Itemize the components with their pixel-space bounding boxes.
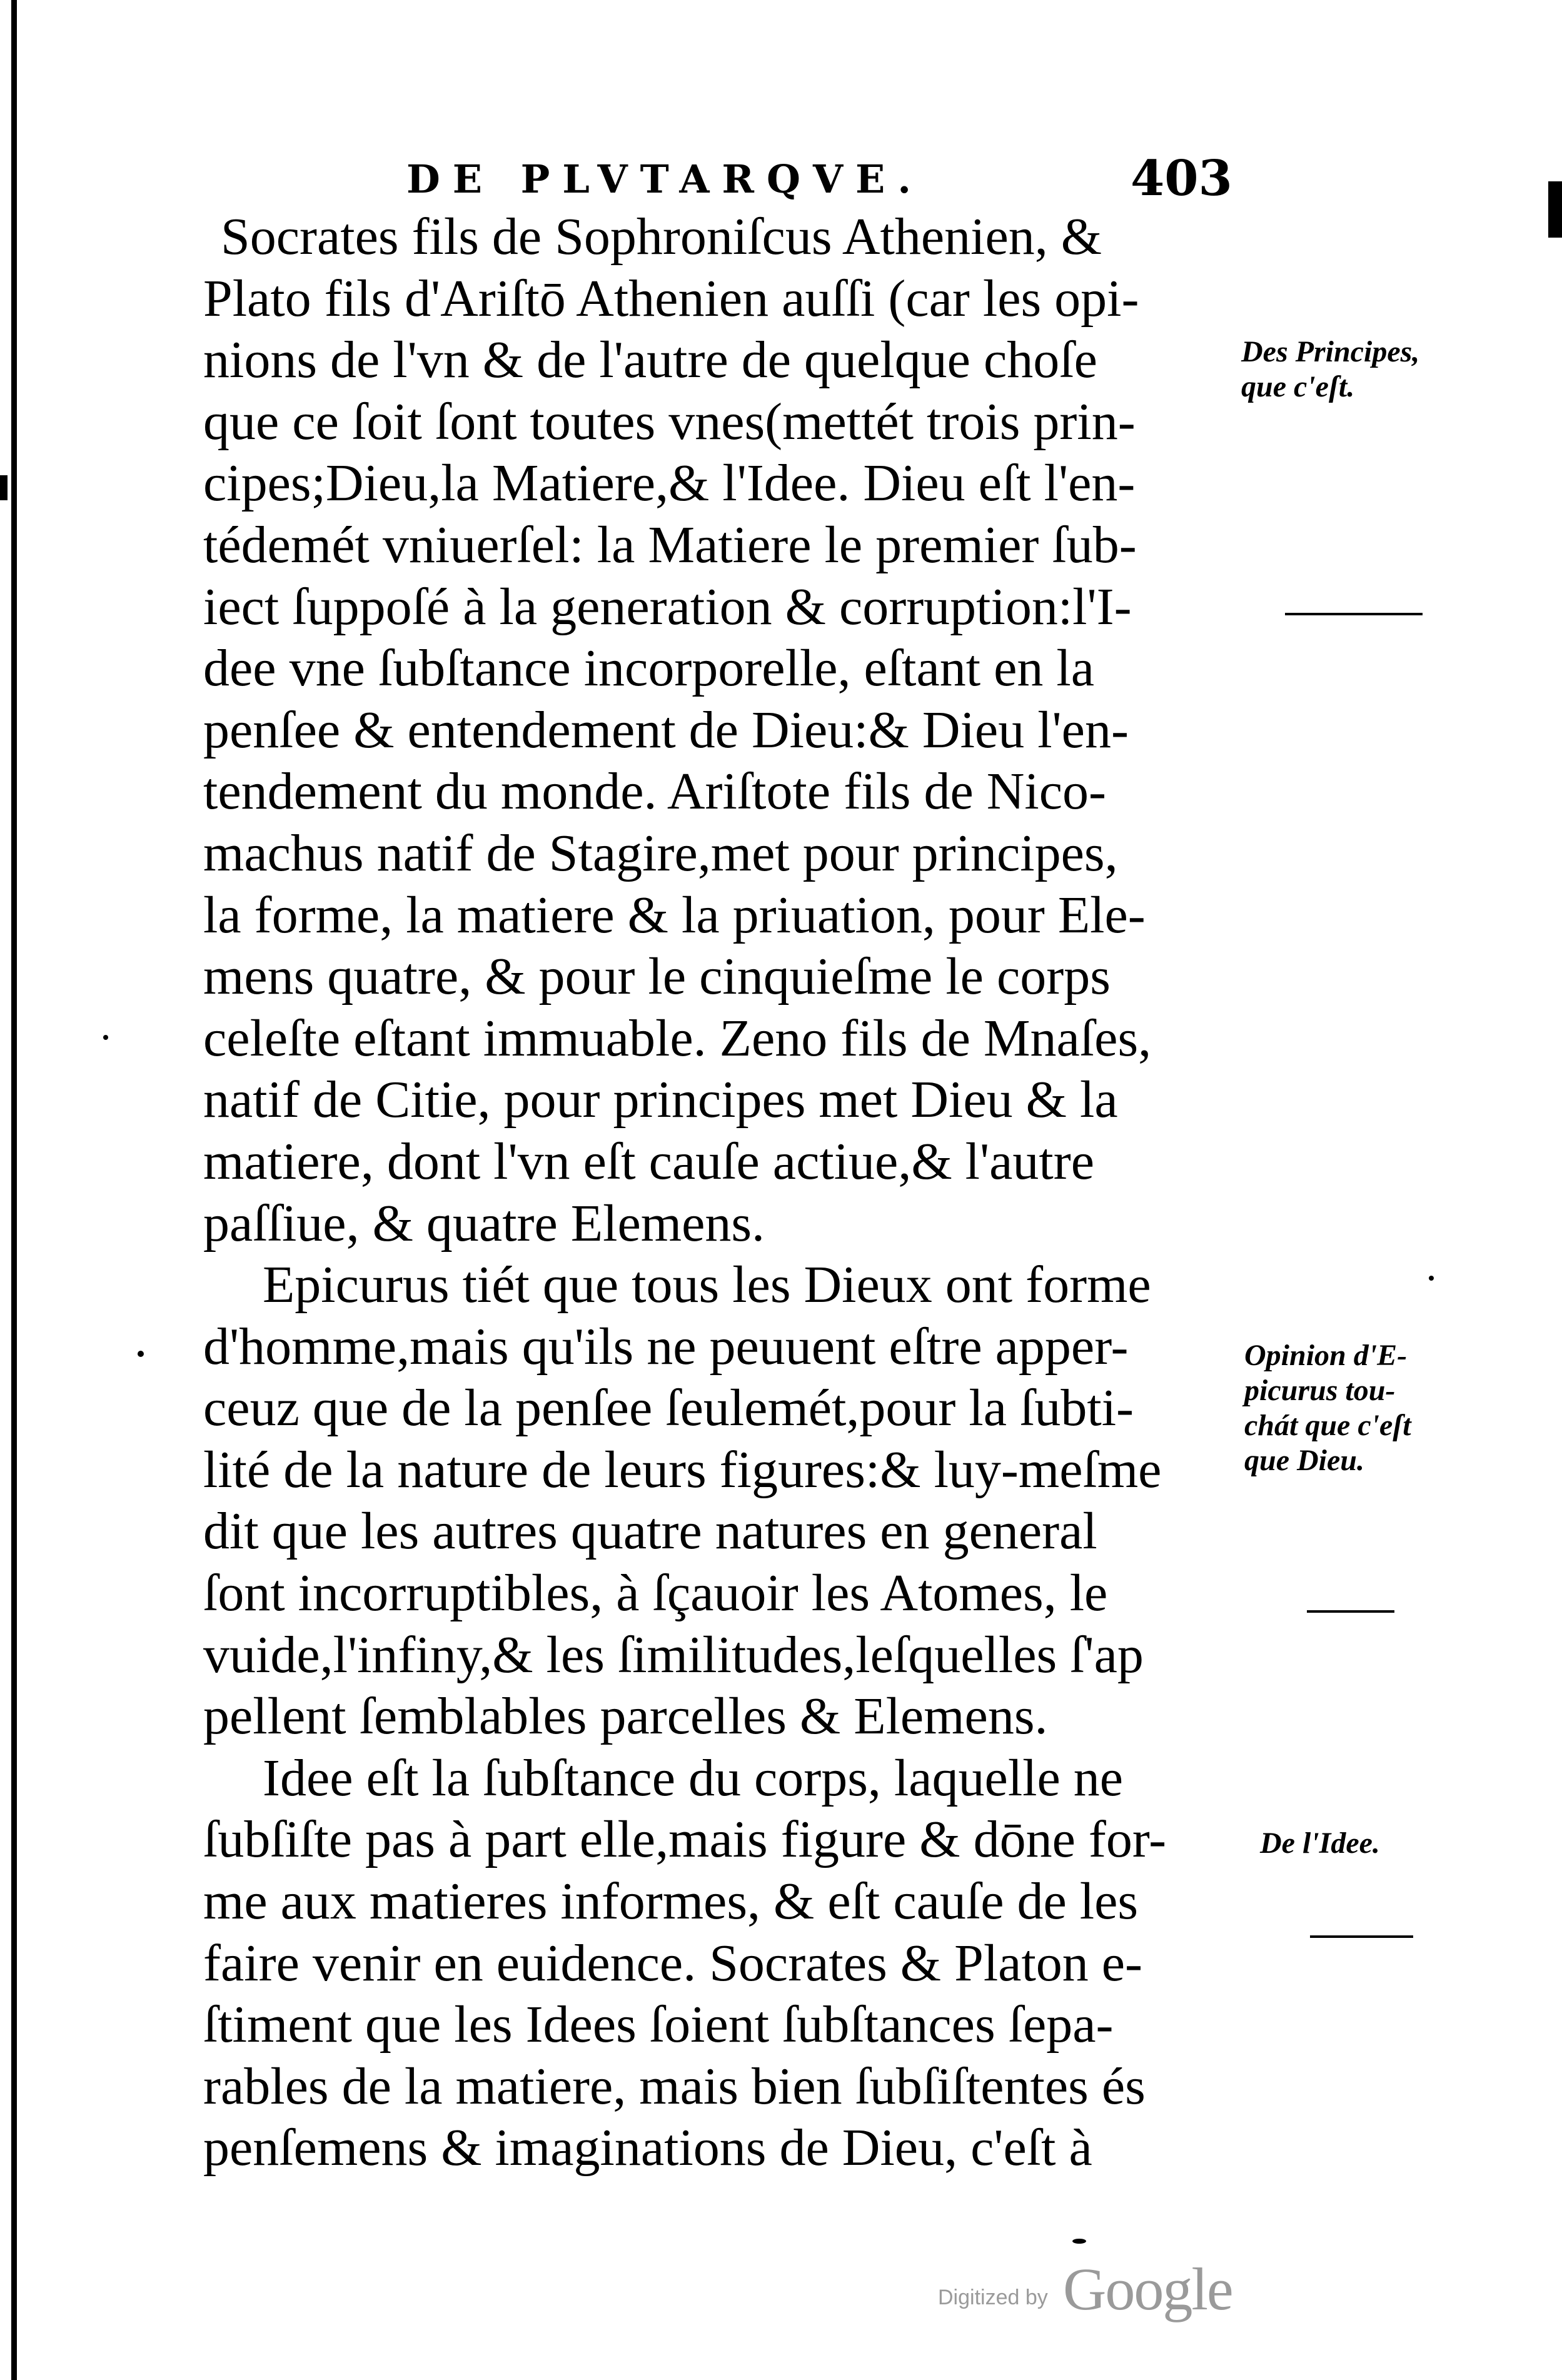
text-line: iect ſuppoſé à la generation & corruption:l'I-: [203, 577, 1132, 636]
text-line: dee vne ſubſtance incorporelle, eſtant en la: [203, 639, 1095, 698]
text-line: Socrates fils de Sophroniſcus Athenien, &: [221, 208, 1102, 266]
text-line: ceuz que de la penſee ſeulemét,pour la ſubti-: [203, 1379, 1134, 1438]
margin-note-line: que Dieu.: [1244, 1444, 1364, 1477]
margin-note-line: chát que c'eſt: [1244, 1409, 1411, 1442]
text-line: paſſiue, & quatre Elemens.: [203, 1194, 765, 1253]
margin-note-line: De l'Idee.: [1260, 1827, 1380, 1860]
text-line: lité de la nature de leurs figures:& luy-meſme: [203, 1440, 1162, 1499]
ink-speck: [103, 1035, 108, 1040]
margin-note-principes: [1241, 335, 1419, 405]
ink-speck: [1429, 1276, 1434, 1281]
text-line: mens quatre, & pour le cinquieſme le corps: [203, 947, 1111, 1006]
running-title: DE PLVTARQVE.: [406, 156, 924, 202]
text-line: faire venir en euidence. Socrates & Platon e-: [203, 1934, 1143, 1992]
text-line: me aux matieres informes, & eſt cauſe de les: [203, 1872, 1139, 1931]
ink-speck: [1072, 2239, 1086, 2244]
text-line: nions de l'vn & de l'autre de quelque choſe: [203, 331, 1097, 390]
text-line: d'homme,mais qu'ils ne peuuent eſtre apper-: [203, 1317, 1129, 1376]
text-line: tédemét vniuerſel: la Matiere le premier ſub-: [203, 515, 1137, 574]
margin-rule: [1307, 1610, 1394, 1613]
scan-edge-fragment: [0, 475, 8, 500]
text-line: Plato fils d'Ariſtō Athenien auſſi (car les opi-: [203, 269, 1139, 328]
text-line: tendement du monde. Ariſtote fils de Nico-: [203, 762, 1106, 821]
text-line: celeſte eſtant immuable. Zeno fils de Mnaſes,: [203, 1009, 1152, 1067]
text-line: Idee eſt la ſubſtance du corps, laquelle ne: [263, 1748, 1124, 1807]
margin-note-idee: [1260, 1826, 1380, 1861]
ink-speck: [138, 1351, 144, 1357]
text-line: rables de la matiere, mais bien ſubſiſtentes és: [203, 2057, 1146, 2115]
text-line: la forme, la matiere & la priuation, pour Ele-: [203, 885, 1146, 944]
scan-edge-left: [11, 0, 17, 2380]
margin-rule: [1285, 613, 1423, 615]
text-line: dit que les autres quatre natures en general: [203, 1502, 1097, 1561]
text-line: cipes;Dieu,la Matiere,& l'Idee. Dieu eſt l'en-: [203, 454, 1136, 513]
text-line: pellent ſemblables parcelles & Elemens.: [203, 1687, 1048, 1746]
margin-rule: [1310, 1935, 1413, 1938]
scan-edge-right: [1548, 181, 1562, 238]
margin-note-line: picurus tou-: [1244, 1374, 1396, 1407]
text-line: natif de Citie, pour principes met Dieu & la: [203, 1071, 1118, 1129]
text-line: ſont incorruptibles, à ſçauoir les Atomes, le: [203, 1564, 1108, 1623]
margin-note-line: Opinion d'E-: [1244, 1339, 1408, 1372]
margin-note-epicurus: [1244, 1338, 1411, 1478]
text-line: ſubſiſte pas à part elle,mais figure & dōne for-: [203, 1810, 1167, 1869]
margin-note-line: que c'eſt.: [1241, 370, 1355, 403]
page-number: 403: [1131, 150, 1232, 207]
digitized-by-label: Digitized by: [938, 2286, 1048, 2309]
text-line: penſemens & imaginations de Dieu, c'eſt à: [203, 2119, 1092, 2177]
text-line: que ce ſoit ſont toutes vnes(mettét trois prin-: [203, 392, 1136, 451]
google-watermark: Google: [1063, 2256, 1232, 2322]
text-line: penſee & entendement de Dieu:& Dieu l'en-: [203, 700, 1129, 759]
body-text: [203, 206, 1260, 2179]
text-line: Epicurus tiét que tous les Dieux ont forme: [263, 1256, 1151, 1314]
text-line: ſtiment que les Idees ſoient ſubſtances ſepa-: [203, 1995, 1114, 2054]
text-line: matiere, dont l'vn eſt cauſe actiue,& l'autre: [203, 1132, 1095, 1191]
text-line: machus natif de Stagire,met pour principes,: [203, 824, 1118, 882]
margin-note-line: Des Principes,: [1241, 335, 1420, 368]
text-line: vuide,l'infiny,& les ſimilitudes,leſquelles ſ'ap: [203, 1625, 1144, 1684]
